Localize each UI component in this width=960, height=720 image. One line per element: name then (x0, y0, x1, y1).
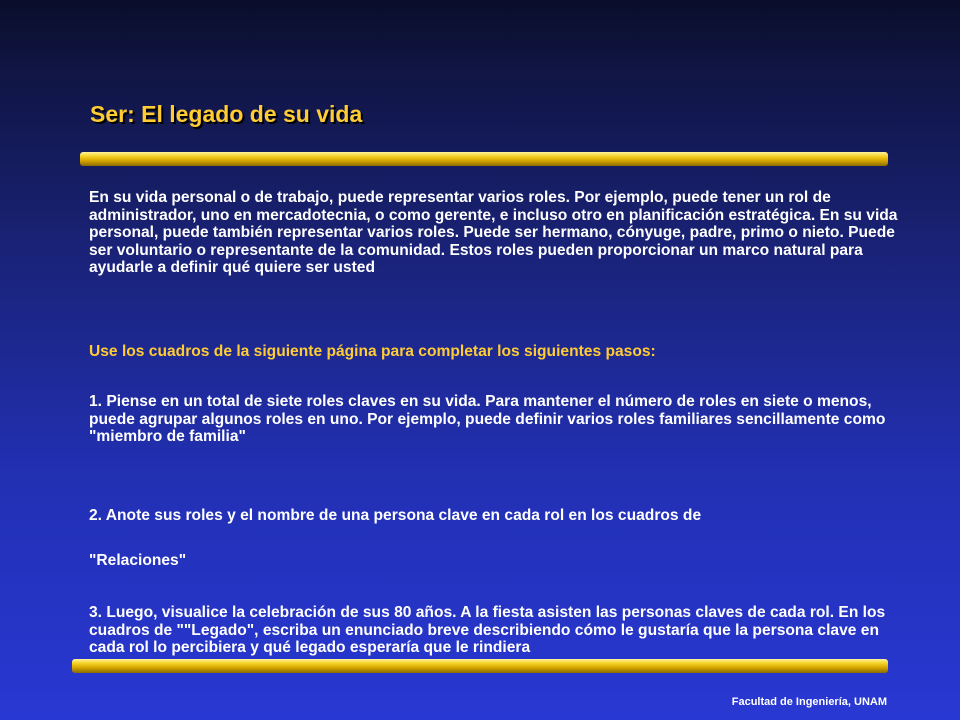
intro-paragraph: En su vida personal o de trabajo, puede representar varios roles. Por ejemplo, puede tener un rol de administrador, uno en mercadotecnia, o como gerente, e incluso otro en planificación estratégica. En su vida personal, puede también representar varios roles. Puede ser hermano, cónyuge, padre, primo o nieto. Puede ser voluntario o representante de la comunidad. Estos roles pueden proporcionar un marco natural para ayudarle a definir qué quiere ser usted (89, 189, 898, 276)
step-3-text: 3. Luego, visualice la celebración de sus 80 años. A la fiesta asisten las personas claves de cada rol. En los cuadros de ""Legado", escriba un enunciado breve describiendo cómo le gustaría que la persona clave en cada rol lo percibiera y qué legado esperaría que le rindiera (89, 604, 886, 656)
slide-title: Ser: El legado de su vida (90, 101, 363, 127)
footer-credit: Facultad de Ingeniería, UNAM (731, 696, 887, 708)
title-divider (80, 152, 888, 166)
step-2-text: 2. Anote sus roles y el nombre de una persona clave en cada rol en los cuadros de (89, 507, 702, 524)
step-1-text: 1. Piense en un total de siete roles claves en su vida. Para mantener el número de roles en siete o menos, puede agrupar algunos roles en uno. Por ejemplo, puede definir varios roles familiares sencillamente como "miembro de familia" (89, 393, 886, 445)
instruction-text: Use los cuadros de la siguiente página para completar los siguientes pasos: (89, 343, 656, 360)
footer-divider (72, 659, 888, 673)
step-2-continuation: "Relaciones" (89, 552, 187, 569)
